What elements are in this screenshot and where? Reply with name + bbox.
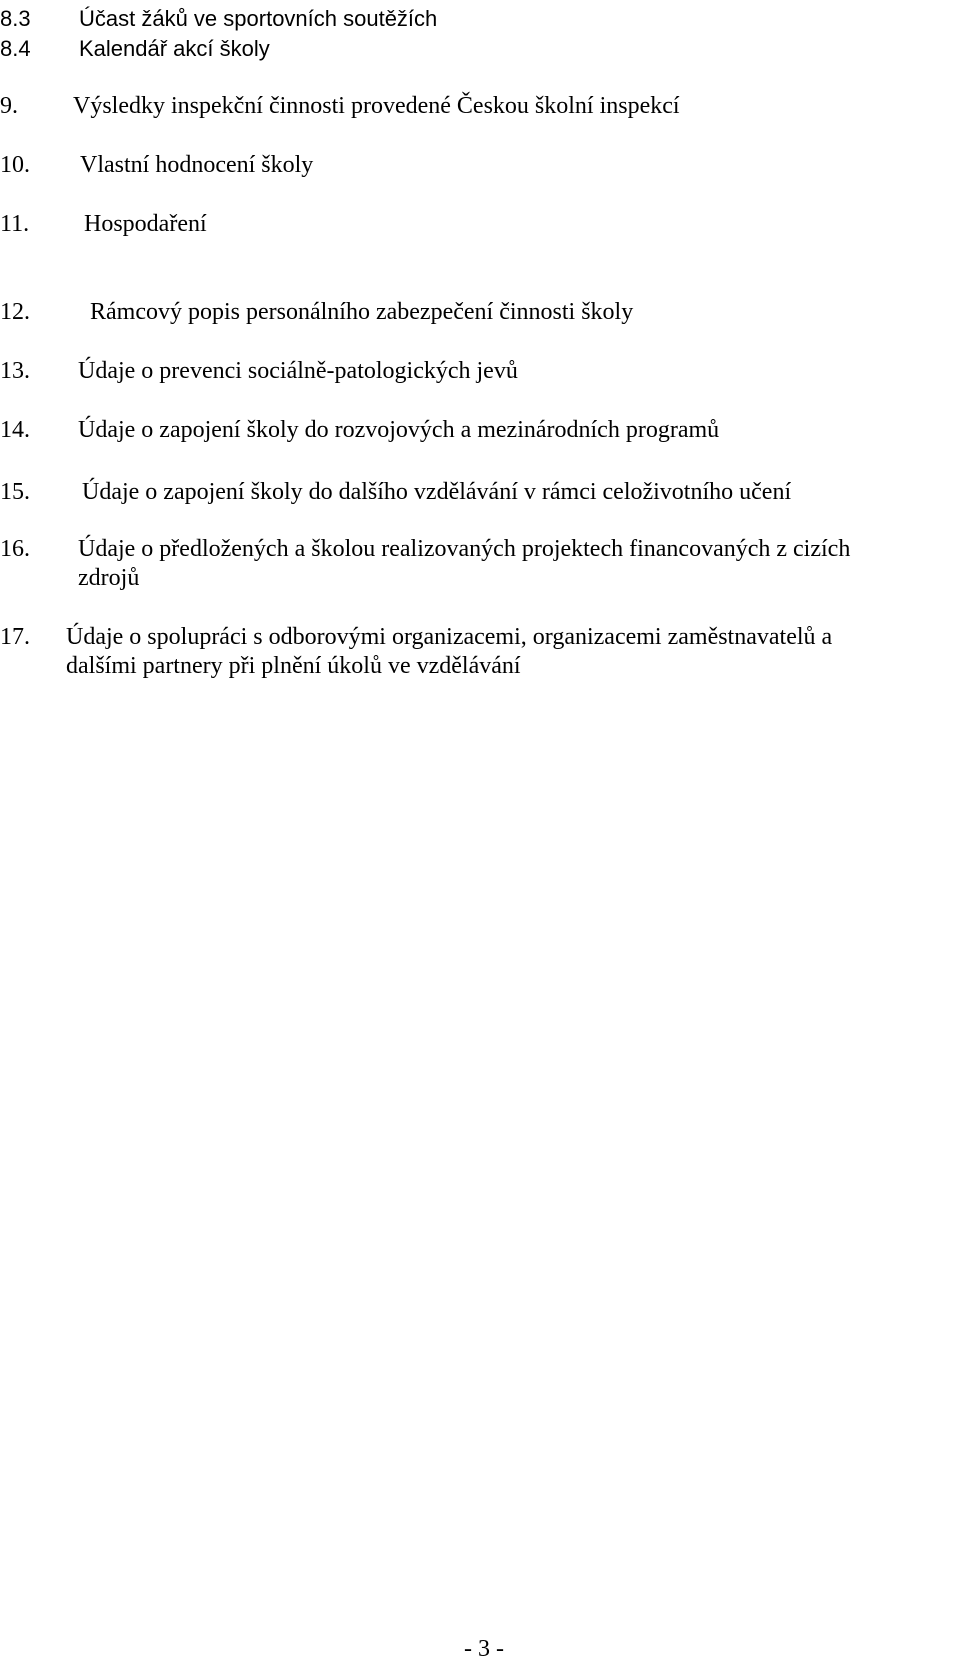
toc-entry-number: 12.	[0, 299, 30, 325]
toc-entry-title: Údaje o zapojení školy do dalšího vzdělávání v rámci celoživotního učení	[82, 479, 792, 505]
toc-entry-title-line-1: Údaje o předložených a školou realizovaných projektech financovaných z cizích	[78, 536, 851, 562]
toc-entry-title: Rámcový popis personálního zabezpečení činnosti školy	[90, 299, 634, 325]
toc-entry-number: 9.	[0, 93, 18, 119]
toc-entry-title-line-2: dalšími partnery při plnění úkolů ve vzdělávání	[66, 653, 521, 679]
toc-entry-title-line-1: Údaje o spolupráci s odborovými organizacemi, organizacemi zaměstnavatelů a	[66, 624, 833, 650]
toc-entry-number: 10.	[0, 152, 30, 178]
toc-entry-title: Údaje o prevenci sociálně-patologických jevů	[78, 358, 518, 384]
toc-entry-number: 8.3	[0, 6, 31, 31]
toc-entry-title: Údaje o zapojení školy do rozvojových a mezinárodních programů	[78, 417, 720, 443]
toc-entry-number: 16.	[0, 536, 30, 562]
toc-entry-title-line-2: zdrojů	[78, 565, 140, 591]
toc-entry-number: 14.	[0, 417, 30, 443]
toc-entry-number: 15.	[0, 479, 30, 505]
toc-entry-title: Hospodaření	[84, 211, 207, 237]
toc-entry-title: Kalendář akcí školy	[79, 36, 270, 61]
toc-entry-title	[66, 623, 832, 681]
toc-entry-number: 17.	[0, 624, 30, 650]
page-footer	[0, 1635, 960, 1664]
toc-entry-title: Vlastní hodnocení školy	[80, 152, 314, 178]
page-number: - 3 -	[464, 1636, 504, 1662]
toc-entry-title	[78, 535, 850, 593]
toc-entry-title: Účast žáků ve sportovních soutěžích	[79, 6, 438, 31]
toc-entry-number: 11.	[0, 211, 30, 237]
toc-entry-number: 13.	[0, 358, 30, 384]
toc-entry-number: 8.4	[0, 36, 31, 61]
toc-entry-title: Výsledky inspekční činnosti provedené Českou školní inspekcí	[73, 93, 680, 119]
